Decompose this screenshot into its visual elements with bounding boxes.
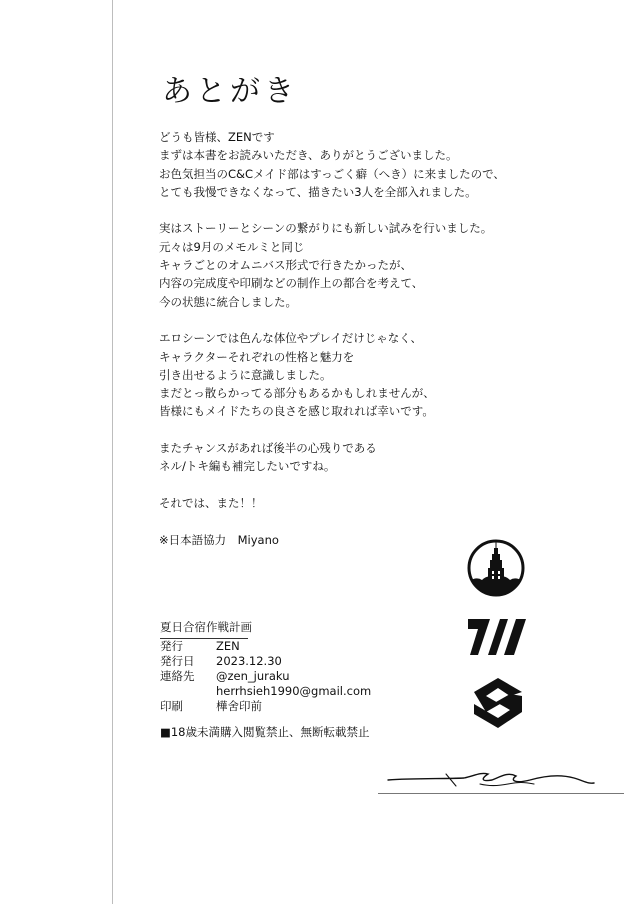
page-title: あとがき: [162, 74, 298, 109]
paragraph-2: [159, 219, 519, 310]
colophon: [160, 619, 460, 714]
signature-underline: [378, 793, 624, 794]
text-line: 引き出せるように意識しました。: [159, 367, 332, 382]
text-line: ネル/トキ編も補完したいですね。: [159, 459, 336, 474]
page-gutter-line: [112, 0, 113, 904]
colophon-row: [160, 684, 460, 699]
paragraph-3: [159, 329, 519, 420]
text-line: またチャンスがあれば後半の心残りである: [159, 441, 377, 456]
colophon-row: [160, 639, 460, 654]
text-line: 実はストーリーとシーンの繋がりにも新しい試みを行いました。: [159, 221, 493, 236]
text-line: ※日本語協力 Miyano: [159, 532, 279, 547]
sj-logo-icon: [470, 674, 526, 732]
text-line: それでは、また！！: [159, 495, 263, 510]
colophon-key: 発行日: [160, 654, 195, 668]
tower-circle-logo-icon: [466, 538, 526, 598]
colophon-value: herrhsieh1990@gmail.com: [216, 684, 372, 698]
colophon-key: 印刷: [160, 699, 183, 713]
text-line: エロシーンでは色んな体位やプレイだけじゃなく、: [159, 331, 423, 346]
colophon-key: 発行: [160, 639, 183, 653]
text-line: キャラごとのオムニバス形式で行きたかったが、: [159, 258, 412, 273]
paragraph-6: [159, 531, 519, 549]
book-title: 夏日合宿作戦計画: [160, 620, 252, 634]
text-line: まずは本書をお読みいただき、ありがとうございました。: [159, 148, 458, 163]
colophon-row: [160, 669, 460, 684]
text-line: 今の状態に統合しました。: [159, 294, 297, 309]
text-line: 元々は9月のメモルミと同じ: [159, 239, 305, 254]
colophon-key: 連絡先: [160, 669, 195, 683]
colophon-key: [160, 684, 216, 699]
zm-logo-icon: [466, 617, 528, 657]
age-restriction-notice: ■18歳未満購入閲覧禁止、無断転載禁止: [160, 725, 370, 739]
text-line: キャラクターそれぞれの性格と魅力を: [159, 349, 355, 364]
colophon-value: 樺舍印前: [216, 699, 262, 713]
afterword-body: [159, 128, 519, 567]
text-line: お色気担当のC&Cメイド部はすっごく癖（へき）に来ましたので、: [159, 166, 505, 181]
colophon-value: ZEN: [216, 639, 240, 653]
colophon-row: [160, 699, 460, 714]
paragraph-1: [159, 128, 519, 201]
text-line: とても我慢できなくなって、描きたい3人を全部入れました。: [159, 184, 477, 199]
text-line: 内容の完成度や印刷などの制作上の都合を考えて、: [159, 276, 424, 291]
colophon-row: [160, 654, 460, 669]
colophon-value: @zen_juraku: [216, 669, 290, 683]
text-line: 皆様にもメイドたちの良さを感じ取れれば幸いです。: [159, 404, 434, 419]
text-line: どうも皆様、ZENです: [159, 130, 275, 144]
paragraph-5: [159, 494, 519, 512]
colophon-value: 2023.12.30: [216, 654, 282, 668]
paragraph-4: [159, 439, 519, 476]
text-line: まだとっ散らかってる部分もあるかもしれませんが、: [159, 386, 435, 401]
